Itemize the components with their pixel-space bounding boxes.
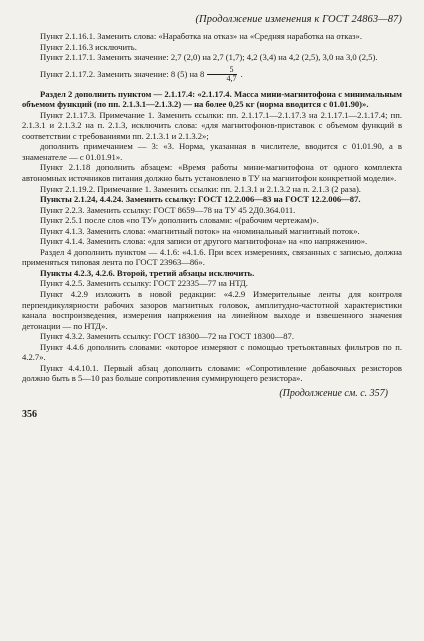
paragraph: Пункт 4.1.3. Заменить слова: «магнитный поток» на «номинальный магнитный поток». (40, 225, 360, 236)
paragraph: Пункт 4.3.2. Заменить ссылку: ГОСТ 18300—72 на ГОСТ 18300—87. (40, 331, 295, 342)
continuation-note: (Продолжение см. с. 357) (279, 387, 388, 399)
fraction (207, 66, 237, 84)
paragraph-bold: Пункты 4.2.3, 4.2.6. Второй, третий абзацы исключить. (40, 267, 255, 278)
paragraph: Пункт 4.4.6 дополнить словами: «которое измеряют с помощью третьоктавных фильтров по п. 4.2.7». (22, 341, 402, 363)
fraction-text-after: . (240, 68, 243, 79)
paragraph: Пункт 4.2.5. Заменить ссылку: ГОСТ 22335—77 на НТД. (40, 278, 248, 289)
paragraph: Пункт 2.1.18 дополнить абзацем: «Время работы мини-магнитофона от одного комплекта автономных источников питания должно быть установлено в ТУ на магнитофон конкретной модели». (22, 162, 402, 184)
paragraph: Раздел 4 дополнить пунктом — 4.1.6: «4.1.6. При всех измерениях, связанных с записью, должна применяться типовая лента по ГОСТ 23963—86». (22, 246, 402, 268)
paragraph: Пункт 2.5.1 после слов «по ТУ» дополнить словами: «(рабочим чертежам)». (40, 215, 319, 226)
paragraph-bold: Пункты 2.1.24, 4.4.24. Заменить ссылку: ГОСТ 12.2.006—83 на ГОСТ 12.2.006—87. (40, 194, 361, 205)
paragraph-with-fraction (22, 66, 402, 84)
paragraph: Пункт 2.1.17.3. Примечание 1. Заменить ссылки: пп. 2.1.17.1—2.1.17.3 на 2.1.17.1—2.1.17.4; пп. 2.1.3.1 и 2.1.3.2 на п. 2.1.3, исключить слова: «для магнитофонов-приставок с объемом функций в соответствии с требованиями пп. 2.1.3.1 и 2.1.3.2»; (22, 109, 402, 141)
paragraph: Пункт 4.1.4. Заменить слова: «для записи от другого магнитофона» на «по напряжению». (40, 236, 368, 247)
fraction-denominator: 4,7 (207, 74, 237, 84)
paragraph: Пункт 4.4.10.1. Первый абзац дополнить словами: «Сопротивление добавочных резисторов должно быть в 5—10 раз больше сопротивления суммирующего резистора». (22, 362, 402, 384)
page-number: 356 (22, 408, 37, 420)
running-header: (Продолжение изменения к ГОСТ 24863—87) (195, 14, 402, 25)
paragraph: Пункт 4.2.9 изложить в новой редакции: «4.2.9 Измерительные ленты для контроля перпендикулярности рабочих зазоров магнитных головок, амплитудно-частотной характеристики канала воспроизведения, измерения напряжения на линейном выходе и взвешенного значения детонации — по НТД». (22, 289, 402, 331)
paragraph: Пункт 2.1.16.1. Заменить слова: «Наработка на отказ» на «Средняя наработка на отказ». (40, 31, 362, 41)
fraction-numerator: 5 (229, 64, 234, 74)
document-body (22, 31, 402, 384)
paragraph: Пункт 2.1.19.2. Примечание 1. Заменить ссылки: пп. 2.1.3.1 и 2.1.3.2 на п. 2.1.3 (2 раза). (40, 183, 361, 194)
paragraph: Пункт 2.2.3. Заменить ссылку: ГОСТ 8659—78 на ТУ 45 2Д0.364.011. (40, 204, 296, 215)
paragraph: дополнить примечанием — 3: «3. Норма, указанная в числителе, вводится с 01.01.90, а в знаменателе — с 01.01.91». (22, 141, 402, 162)
paragraph: Пункт 2.1.17.1. Заменить значение: 2,7 (2,0) на 2,7 (1,7); 4,2 (3,4) на 4,2 (2,5), 3,0 на 3,0 (2,5). (40, 52, 378, 63)
fraction-text-before: Пункт 2.1.17.2. Заменить значение: 8 (5) на 8 (40, 68, 205, 79)
paragraph: Пункт 2.1.16.3 исключить. (40, 41, 137, 52)
paragraph-bold: Раздел 2 дополнить пунктом — 2.1.17.4: «2.1.17.4. Масса мини-магнитофона с минимальным объемом функций (по пп. 2.1.3.1—2.1.3.2) — на более 0,25 кг (норма вводится с 01.01.90)». (22, 88, 402, 110)
